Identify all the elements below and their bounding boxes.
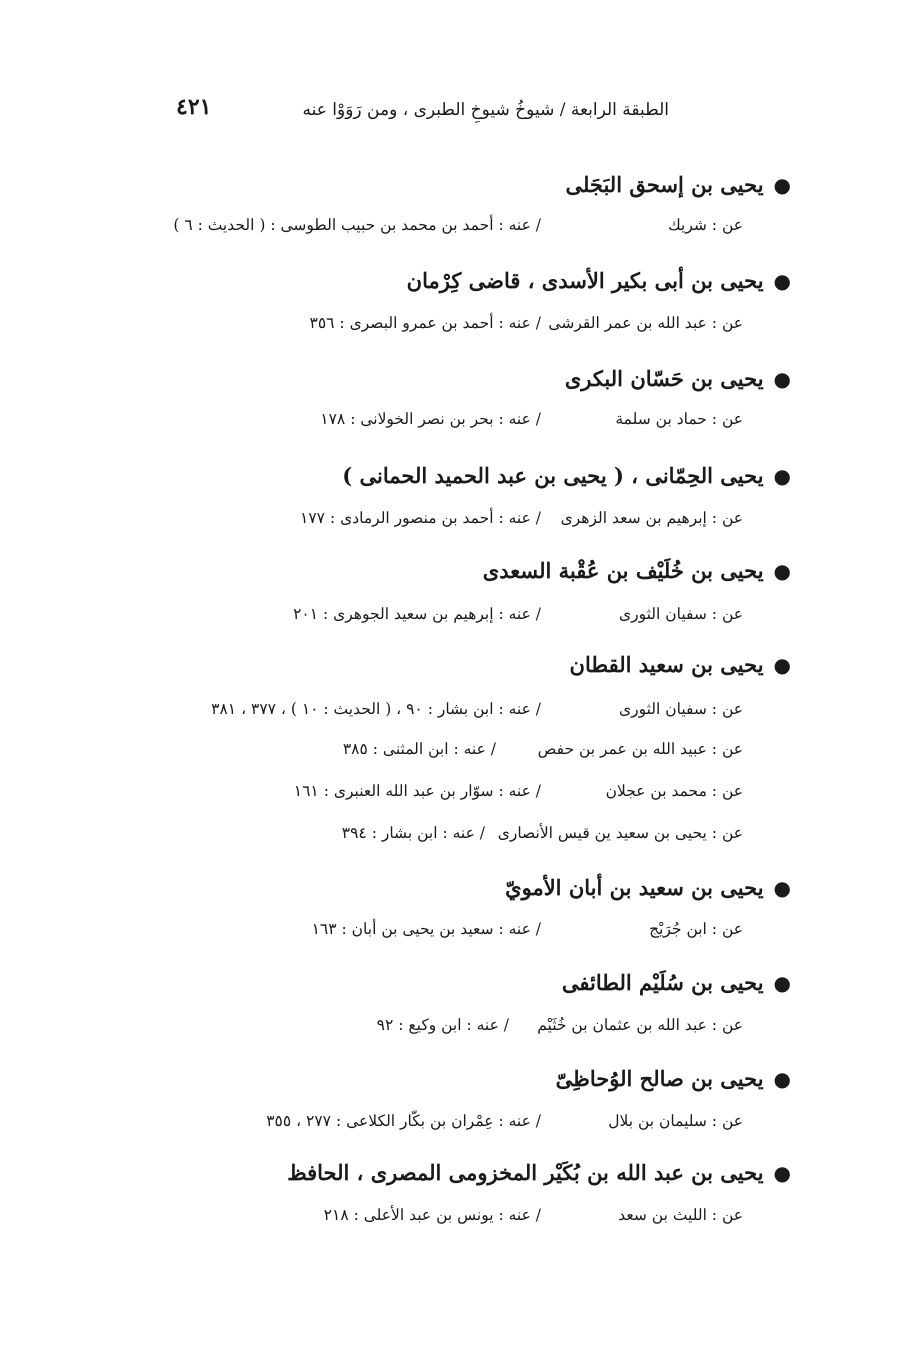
bullet-icon: ●: [773, 1066, 791, 1091]
source-to: / عنه : ابن بشار : ٣٩٤: [341, 824, 485, 842]
narrator-name: يحيى بن خُلَيْف بن عُقْبة السعدى: [482, 558, 764, 583]
source-from: عن : محمد بن عجلان: [605, 782, 743, 800]
entry-heading: [483, 558, 791, 583]
bullet-icon: ●: [773, 875, 791, 900]
running-header: الطبقة الرابعة / شيوخُ شيوخِ الطبرى ، ومن رَوَوْا عنه: [302, 100, 669, 120]
source-to: / عنه : يونس بن عبد الأعلى : ٢١٨: [323, 1206, 541, 1224]
bullet-icon: ●: [773, 558, 791, 583]
source-from: عن : سفيان الثورى: [619, 605, 743, 623]
narrator-name: يحيى بن إسحق البَجَلى: [565, 172, 764, 197]
entry-heading: [407, 268, 791, 293]
source-to: / عنه : أحمد بن محمد بن حبيب الطوسى : ( الحديث : ٦ ): [173, 216, 541, 234]
entry-heading: [562, 970, 791, 995]
source-to: / عنه : عِمْران بن بكّار الكلاعى : ٢٧٧ ، ٣٥٥: [266, 1112, 541, 1130]
source-from: عن : شريك: [667, 216, 743, 234]
source-to: / عنه : أحمد بن عمرو البصرى : ٣٥٦: [309, 314, 541, 332]
source-to: / عنه : ابن المثنى : ٣٨٥: [342, 740, 496, 758]
narrator-name: يحيى بن صالح الوُحاظِىّ: [555, 1066, 764, 1091]
bullet-icon: ●: [773, 1160, 791, 1185]
source-from: عن : يحيى بن سعيد ين قيس الأنصارى: [497, 824, 743, 842]
source-to: / عنه : بحر بن نصر الخولانى : ١٧٨: [320, 410, 541, 428]
source-from: عن : عبيد الله بن عمر بن حفص: [537, 740, 743, 758]
narrator-name: يحيى بن سعيد بن أبان الأمويّ: [505, 875, 764, 900]
bullet-icon: ●: [773, 268, 791, 293]
entry-heading: [570, 652, 791, 677]
narrator-name: يحيى الحِمّانى ، ( يحيى بن عبد الحميد الحمانى ): [342, 463, 764, 488]
narrator-name: يحيى بن عبد الله بن بُكَيْر المخزومى المصرى ، الحافظ: [287, 1160, 764, 1185]
bullet-icon: ●: [773, 463, 791, 488]
source-from: عن : سليمان بن بلال: [608, 1112, 743, 1130]
source-to: / عنه : أحمد بن منصور الرمادى : ١٧٧: [300, 509, 541, 527]
narrator-name: يحيى بن سعيد القطان: [569, 652, 764, 677]
source-from: عن : الليث بن سعد: [618, 1206, 743, 1224]
page-number: ٤٢١: [176, 94, 212, 120]
narrator-name: يحيى بن حَسّان البكرى: [564, 366, 764, 391]
source-from: عن : عبد الله بن عمر القرشى: [548, 314, 743, 332]
source-from: عن : إبرهيم بن سعد الزهرى: [560, 509, 743, 527]
entry-heading: [505, 875, 791, 900]
source-to: / عنه : ابن وكيع : ٩٢: [376, 1016, 509, 1034]
source-from: عن : ابن جُرَيْج: [649, 920, 743, 938]
source-to: / عنه : ابن بشار : ٩٠ ، ( الحديث : ١٠ ) ، ٣٧٧ ، ٣٨١: [211, 700, 541, 718]
bullet-icon: ●: [773, 366, 791, 391]
narrator-name: يحيى بن سُلَيْم الطائفى: [561, 970, 764, 995]
source-to: / عنه : سعيد بن يحيى بن أبان : ١٦٣: [311, 920, 541, 938]
source-to: / عنه : سوّار بن عبد الله العنبرى : ١٦١: [293, 782, 541, 800]
bullet-icon: ●: [773, 970, 791, 995]
bullet-icon: ●: [773, 652, 791, 677]
bullet-icon: ●: [773, 172, 791, 197]
narrator-name: يحيى بن أبى بكير الأسدى ، قاضى كِرْمان: [406, 268, 764, 293]
source-from: عن : حماد بن سلمة: [615, 410, 743, 428]
entry-heading: [287, 1160, 791, 1185]
entry-heading: [342, 463, 791, 488]
source-to: / عنه : إبرهيم بن سعيد الجوهرى : ٢٠١: [293, 605, 541, 623]
entry-heading: [556, 1066, 791, 1091]
entry-heading: [565, 172, 791, 197]
entry-heading: [565, 366, 791, 391]
source-from: عن : سفيان الثورى: [619, 700, 743, 718]
source-from: عن : عبد الله بن عثمان بن خُثَيْم: [537, 1016, 743, 1034]
